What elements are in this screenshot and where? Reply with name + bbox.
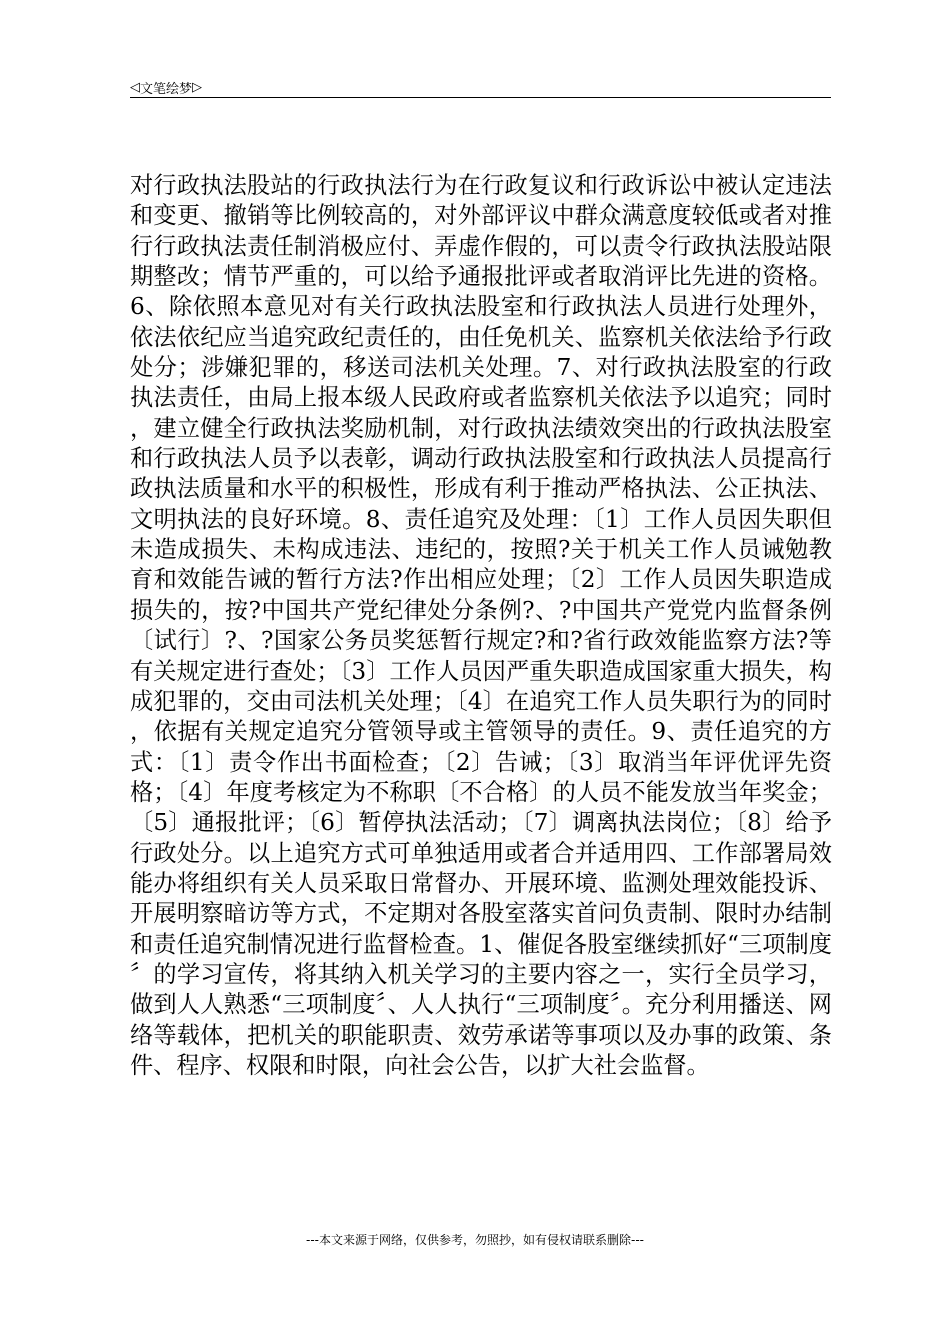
header-title: 文笔绘梦 bbox=[140, 81, 193, 97]
header-divider bbox=[130, 97, 831, 98]
footer-disclaimer: ---本文来源于网络，仅供参考，勿照抄，如有侵权请联系删除--- bbox=[306, 1233, 644, 1247]
document-body-text: 对行政执法股站的行政执法行为在行政复议和行政诉讼中被认定违法和变更、撤销等比例较高的，对外部评议中群众满意度较低或者对推行行政执法责任制消极应付、弄虚作假的，可以责令行政执法股站限期整改；情节严重的，可以给予通报批评或者取消评比先进的资格。6、除依照本意见对有关行政执法股室和行政执法人员进行处理外，依法依纪应当追究政纪责任的，由任免机关、监察机关依法给予行政处分；涉嫌犯罪的，移送司法机关处理。7、对行政执法股室的行政执法责任，由局上报本级人民政府或者监察机关依法予以追究；同时，建立健全行政执法奖励机制，对行政执法绩效突出的行政执法股室和行政执法人员予以表彰，调动行政执法股室和行政执法人员提高行政执法质量和水平的积极性，形成有利于推动严格执法、公正执法、文明执法的良好环境。8、责任追究及处理：〔1〕工作人员因失职但未造成损失、未构成违法、违纪的，按照?关于机关工作人员诫勉教育和效能告诫的暂行方法?作出相应处理；〔2〕工作人员因失职造成损失的，按?中国共产党纪律处分条例?、?中国共产党党内监督条例〔试行〕?、?国家公务员奖惩暂行规定?和?省行政效能监察方法?等有关规定进行查处；〔3〕工作人员因严重失职造成国家重大损失，构成犯罪的，交由司法机关处理；〔4〕在追究工作人员失职行为的同时，依据有关规定追究分管领导或主管领导的责任。9、责任追究的方式：〔1〕责令作出书面检查；〔2〕告诫；〔3〕取消当年评优评先资格；〔4〕年度考核定为不称职〔不合格〕的人员不能发放当年奖金；〔5〕通报批评；〔6〕暂停执法活动；〔7〕调离执法岗位；〔8〕给予行政处分。以上追究方式可单独适用或者合并适用四、工作部署局效能办将组织有关人员采取日常督办、开展环境、监测处理效能投诉、开展明察暗访等方式，不定期对各股室落实首问负责制、限时办结制和责任追究制情况进行监督检查。1、催促各股室继续抓好“三项制度〞的学习宣传，将其纳入机关学习的主要内容之一，实行全员学习，做到人人熟悉“三项制度〞、人人执行“三项制度〞。充分利用播送、网络等载体，把机关的职能职责、效劳承诺等事项以及办事的政策、条件、程序、权限和时限，向社会公告，以扩大社会监督。 bbox=[130, 172, 832, 1079]
left-triangle-icon: ◁ bbox=[130, 79, 140, 95]
page-header bbox=[130, 76, 202, 98]
right-triangle-icon: ▷ bbox=[192, 79, 203, 95]
